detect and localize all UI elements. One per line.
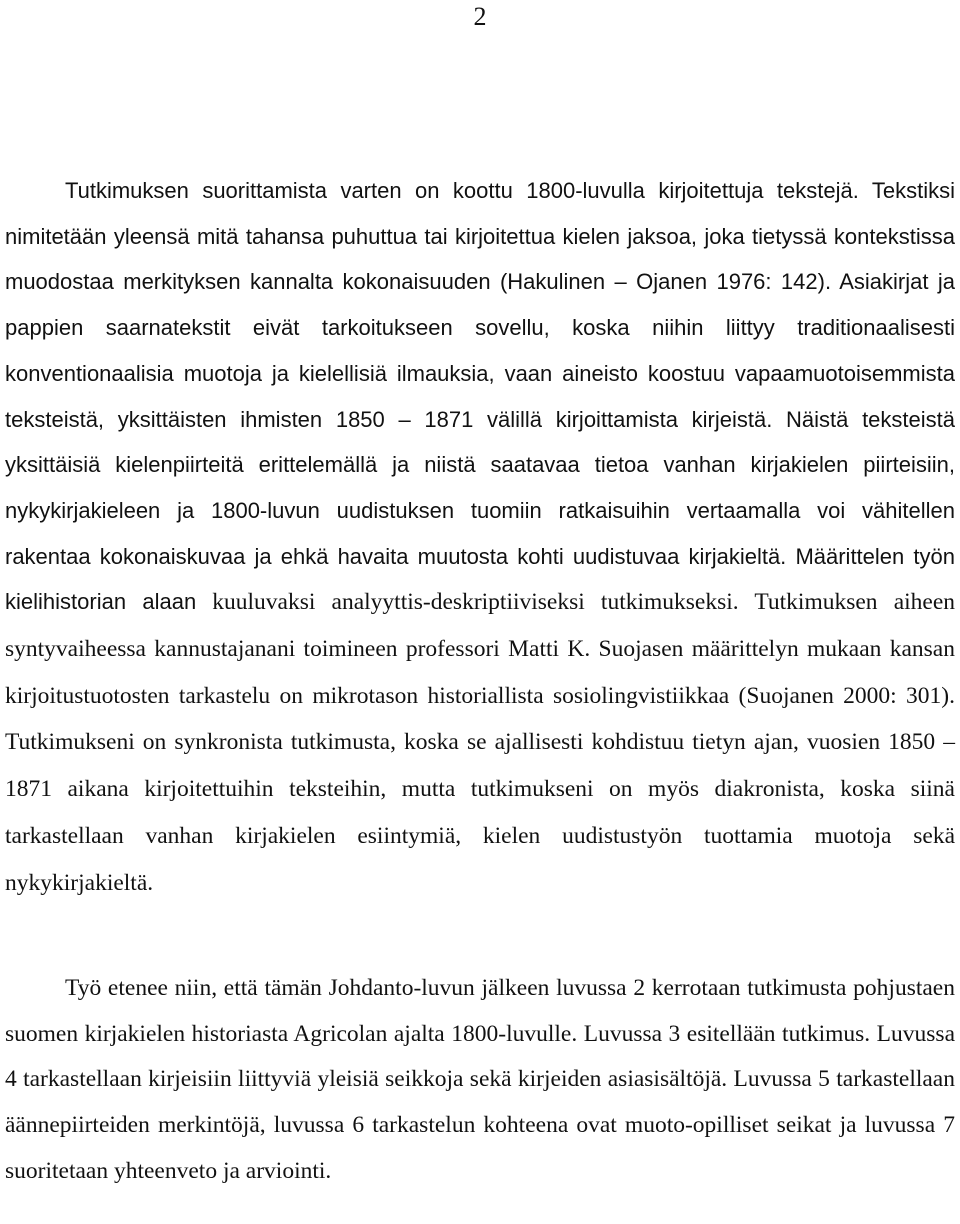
body-paragraph-1 <box>5 168 955 906</box>
page-number: 2 <box>473 2 487 31</box>
paragraph-1-sans-run: Tutkimuksen suorittamista varten on koottu 1800-luvulla kirjoitettuja tekstejä. Tekstiksi nimitetään yleensä mitä tahansa puhuttua tai kirjoitettua kielen jaksoa, joka tietyssä kontekstissa muodostaa merkityksen kannalta kokonaisuuden (Hakulinen – Ojanen 1976: 142). Asiakirjat ja pappien saarnatekstit eivät tarkoitukseen sovellu, koska niihin liittyy traditionaalisesti konventionaalisia muotoja ja kielellisiä ilmauksia, vaan aineisto koostuu vapaamuotoisemmista teksteistä, yksittäisten ihmisten 1850 – 1871 välillä kirjoittamista kirjeistä. Näistä teksteistä yksittäisiä kielenpiirteitä erittelemällä ja niistä saatavaa tietoa vanhan kirjakielen piirteisiin, nykykirjakieleen ja 1800-luvun uudistuksen tuomiin ratkaisuihin vertaamalla voi vähitellen rakentaa kokonaiskuvaa ja ehkä havaita muutosta kohti uudistuvaa kirjakieltä. Määrittelen työn kielihistorian alaan <box>5 178 955 615</box>
body-paragraph-2: Työ etenee niin, että tämän Johdanto-luvun jälkeen luvussa 2 kerrotaan tutkimusta pohjustaen suomen kirjakielen historiasta Agricolan ajalta 1800-luvulle. Luvussa 3 esitellään tutkimus. Luvussa 4 tarkastellaan kirjeisiin liittyviä yleisiä seikkoja sekä kirjeiden asiasisältöjä. Luvussa 5 tarkastellaan äännepiirteiden merkintöjä, luvussa 6 tarkastelun kohteena ovat muoto-opilliset seikat ja luvussa 7 suoritetaan yhteenveto ja arviointi. <box>5 975 955 1184</box>
paragraph-1-serif-run: kuuluvaksi analyyttis-deskriptiiviseksi tutkimukseksi. Tutkimuksen aiheen syntyvaiheessa kannustajanani toimineen professori Matti K. Suojasen määrittelyn mukaan kansan kirjoitustuotosten tarkastelu on mikrotason historiallista sosiolingvistiikkaa (Suojanen 2000: 301). Tutkimukseni on synkronista tutkimusta, koska se ajallisesti kohdistuu tietyn ajan, vuosien 1850 – 1871 aikana kirjoitettuihin teksteihin, mutta tutkimukseni on myös diakronista, koska siinä tarkastellaan vanhan kirjakielen esiintymiä, kielen uudistustyön tuottamia muotoja sekä nykykirjakieltä. <box>5 589 956 896</box>
